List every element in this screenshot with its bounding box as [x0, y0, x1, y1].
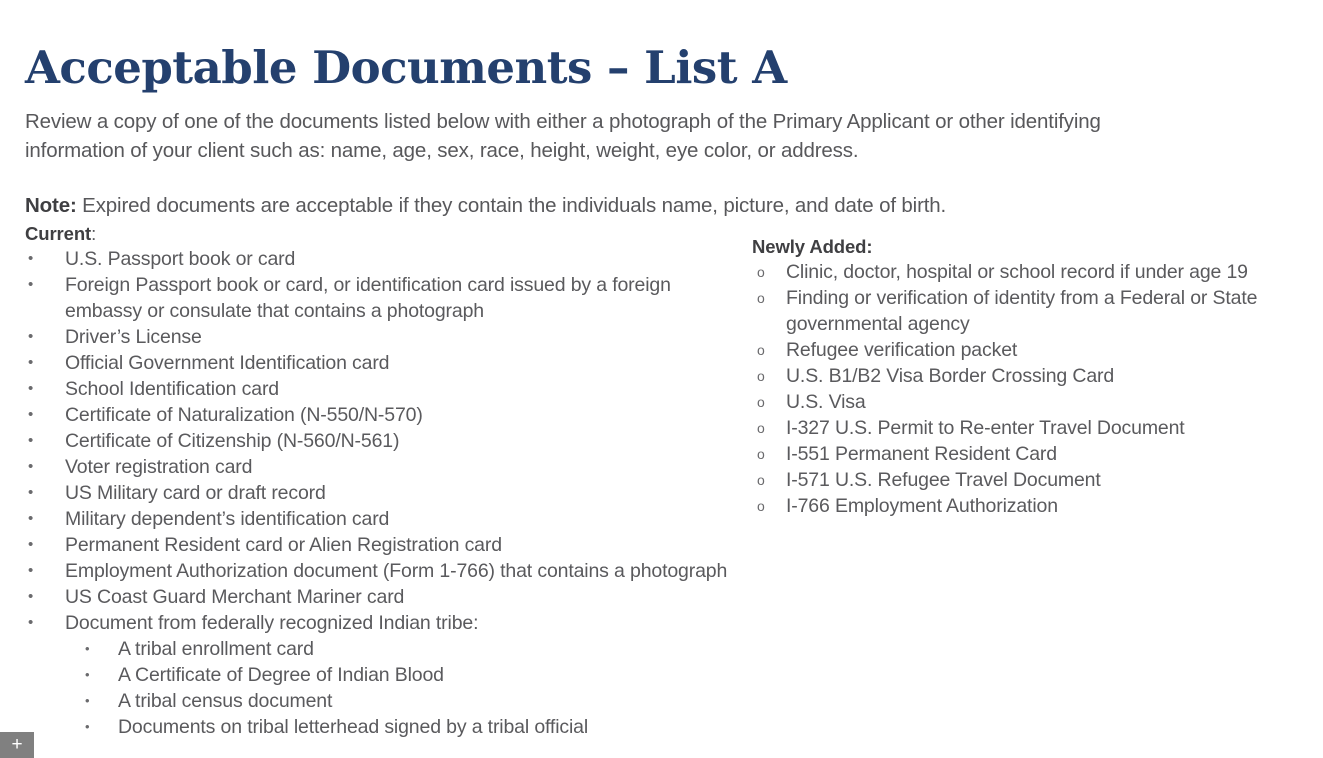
page-title: Acceptable Documents – List A: [25, 41, 787, 95]
current-column-heading-label: Current: [25, 223, 92, 244]
list-item: [0, 324, 745, 350]
zoom-in-button[interactable]: [0, 732, 34, 758]
list-item-label: Driver’s License: [65, 326, 202, 348]
list-item: [0, 506, 745, 532]
list-item-label: Employment Authorization document (Form 1-766) that contains a photograph: [65, 560, 728, 582]
list-item: [0, 246, 745, 272]
list-item-label: Military dependent’s identification card: [65, 508, 390, 530]
list-item-label: US Coast Guard Merchant Mariner card: [65, 586, 405, 608]
circle-bullet-icon: o: [757, 446, 765, 462]
note-text: Expired documents are acceptable if they contain the individuals name, picture, and date of birth.: [76, 193, 947, 217]
list-item-label: U.S. B1/B2 Visa Border Crossing Card: [786, 365, 1115, 387]
current-documents-list: [0, 246, 745, 740]
list-item: [752, 441, 1292, 467]
bullet-icon: •: [28, 328, 34, 345]
bullet-icon: •: [28, 510, 34, 527]
list-item: [752, 259, 1292, 285]
list-item: [752, 389, 1292, 415]
newly-added-documents-column: [752, 235, 1282, 519]
list-item: [0, 480, 745, 506]
list-item-label: A tribal census document: [118, 690, 333, 712]
list-item-label: A tribal enrollment card: [118, 638, 314, 660]
list-item-label: Foreign Passport book or card, or identification card issued by a foreign embassy or consulate that contains a photograph: [65, 274, 671, 322]
bullet-icon: •: [28, 250, 34, 267]
list-item: [0, 532, 745, 558]
list-item: [0, 558, 745, 584]
list-item-label: U.S. Visa: [786, 391, 866, 413]
list-item-label: Certificate of Naturalization (N-550/N-570): [65, 404, 423, 426]
newly-added-documents-list: [752, 259, 1282, 519]
current-documents-column: [0, 222, 745, 740]
list-item: [752, 467, 1292, 493]
circle-bullet-icon: o: [757, 290, 765, 306]
list-item-label: Certificate of Citizenship (N-560/N-561): [65, 430, 400, 452]
current-column-heading-colon: :: [91, 223, 97, 244]
list-item-label: Voter registration card: [65, 456, 253, 478]
list-item: [65, 662, 745, 688]
newly-added-column-heading: Newly Added:: [752, 236, 873, 257]
bullet-icon: •: [28, 588, 34, 605]
bullet-icon: •: [28, 562, 34, 579]
list-item: [0, 402, 745, 428]
bullet-icon: •: [28, 458, 34, 475]
list-item: [752, 415, 1292, 441]
bullet-icon: •: [28, 276, 34, 293]
note-line: [25, 191, 1225, 220]
bullet-icon: •: [28, 614, 34, 631]
list-item-label: A Certificate of Degree of Indian Blood: [118, 664, 444, 686]
plus-icon: +: [11, 734, 23, 755]
list-item-label: I-327 U.S. Permit to Re-enter Travel Document: [786, 417, 1185, 439]
list-item: [0, 376, 745, 402]
tribal-documents-sublist: [65, 636, 745, 740]
intro-paragraph: Review a copy of one of the documents listed below with either a photograph of the Primary Applicant or other identifying information of your client such as: name, age, sex, race, height, weight, eye color, or address.: [25, 109, 1101, 162]
list-item-label: U.S. Passport book or card: [65, 248, 296, 270]
list-item: [0, 272, 745, 324]
bullet-icon: •: [85, 667, 90, 682]
list-item-label: Refugee verification packet: [786, 339, 1018, 361]
list-item: [65, 714, 745, 740]
list-item-label: US Military card or draft record: [65, 482, 326, 504]
list-item: [0, 350, 745, 376]
list-item-label: I-766 Employment Authorization: [786, 495, 1058, 517]
list-item: [0, 428, 745, 454]
bullet-icon: •: [28, 354, 34, 371]
bullet-icon: •: [85, 693, 90, 708]
bullet-icon: •: [28, 484, 34, 501]
circle-bullet-icon: o: [757, 342, 765, 358]
list-item: [752, 363, 1292, 389]
list-item: [0, 454, 745, 480]
list-item-label: Documents on tribal letterhead signed by a tribal official: [118, 716, 589, 738]
list-item: [65, 636, 745, 662]
list-item: [752, 337, 1292, 363]
list-item-label: Clinic, doctor, hospital or school record if under age 19: [786, 261, 1248, 283]
circle-bullet-icon: o: [757, 368, 765, 384]
list-item-label: Document from federally recognized Indian tribe:: [65, 612, 479, 634]
list-item: [0, 610, 745, 740]
bullet-icon: •: [28, 380, 34, 397]
list-item: [0, 584, 745, 610]
list-item: [65, 688, 745, 714]
bullet-icon: •: [28, 432, 34, 449]
list-item-label: I-551 Permanent Resident Card: [786, 443, 1057, 465]
list-item-label: Finding or verification of identity from a Federal or State governmental agency: [786, 287, 1258, 335]
list-item-label: Permanent Resident card or Alien Registration card: [65, 534, 502, 556]
list-item-label: Official Government Identification card: [65, 352, 390, 374]
list-item-label: School Identification card: [65, 378, 279, 400]
circle-bullet-icon: o: [757, 420, 765, 436]
bullet-icon: •: [28, 536, 34, 553]
bullet-icon: •: [85, 719, 90, 734]
bullet-icon: •: [28, 406, 34, 423]
circle-bullet-icon: o: [757, 394, 765, 410]
list-item-label: I-571 U.S. Refugee Travel Document: [786, 469, 1101, 491]
list-item: [752, 493, 1292, 519]
current-column-heading: [25, 222, 745, 246]
note-label: Note:: [25, 193, 77, 217]
list-item: [752, 285, 1292, 337]
circle-bullet-icon: o: [757, 498, 765, 514]
bullet-icon: •: [85, 641, 90, 656]
circle-bullet-icon: o: [757, 472, 765, 488]
circle-bullet-icon: o: [757, 264, 765, 280]
